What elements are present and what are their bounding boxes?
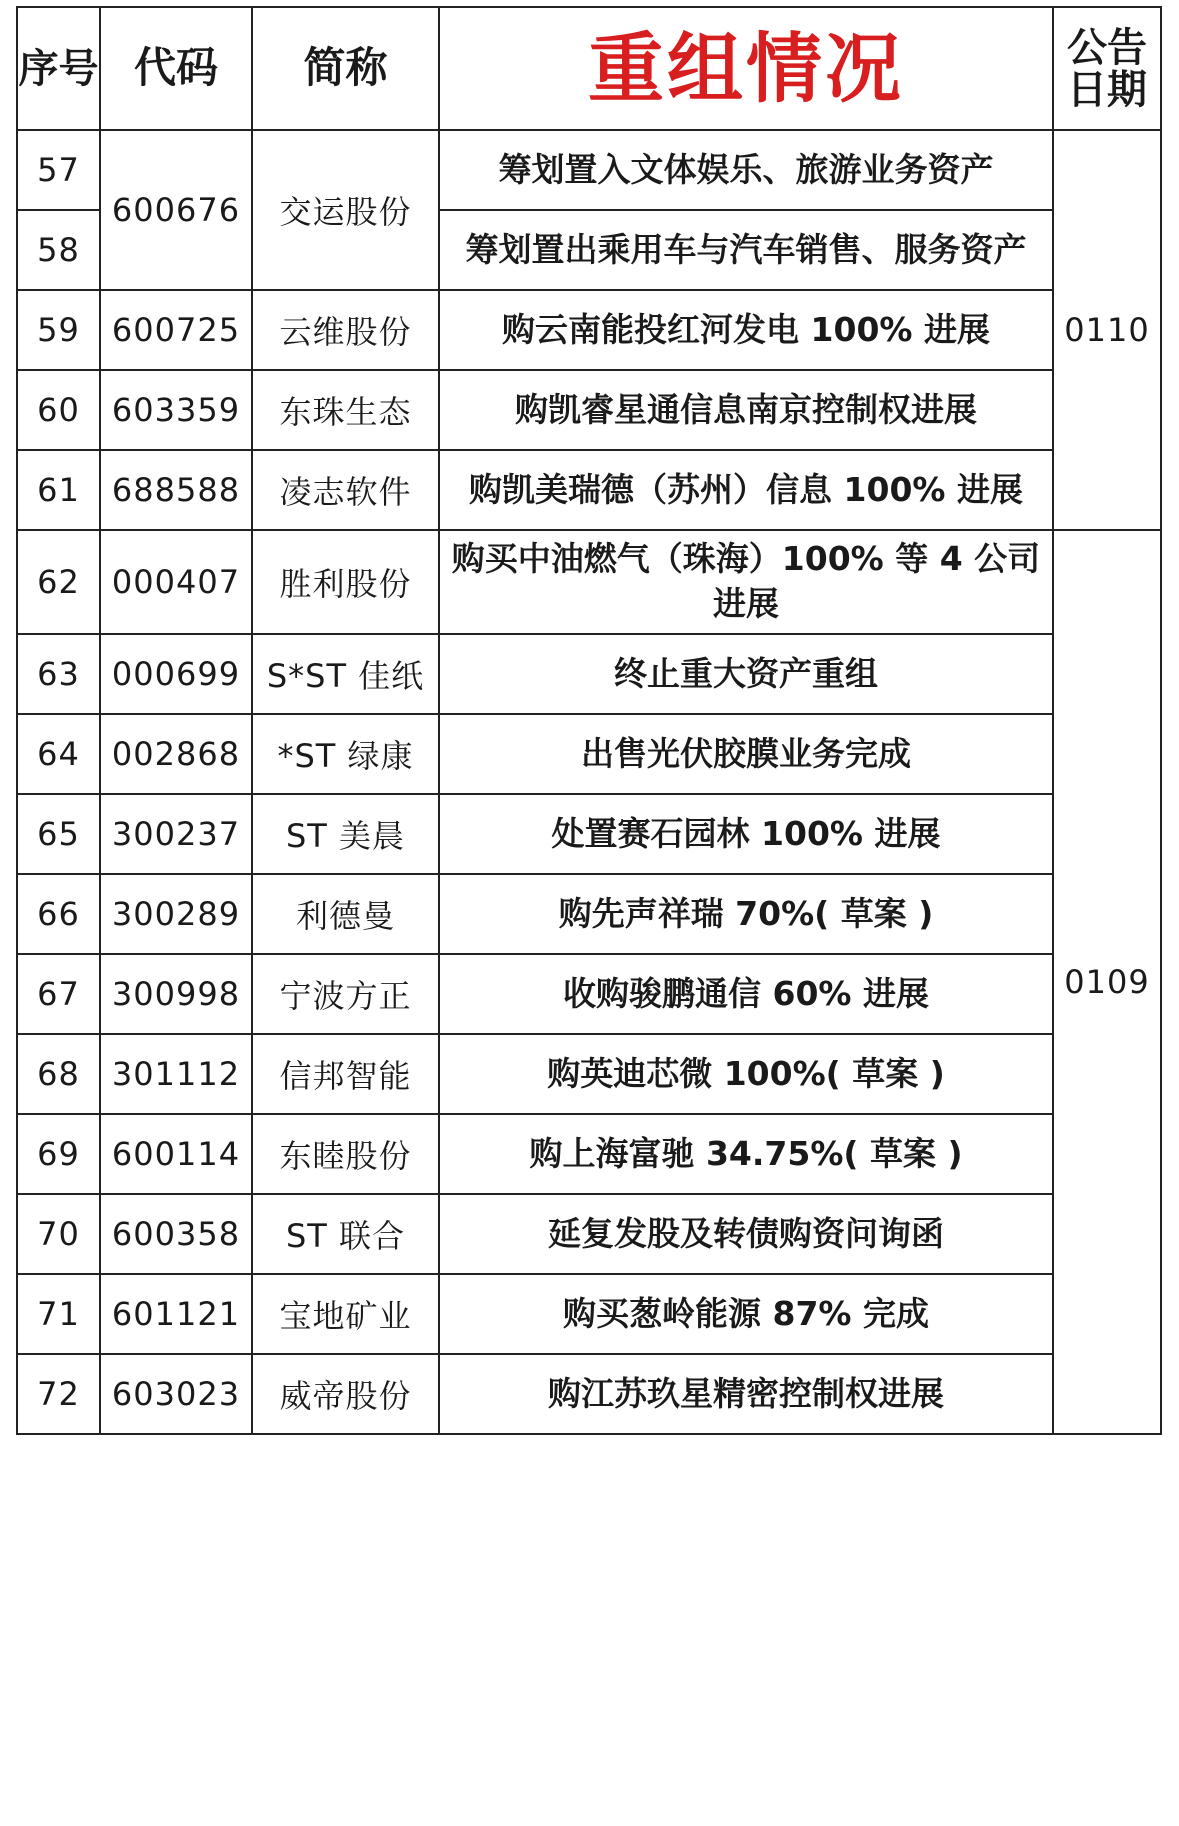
table-row [17, 530, 1161, 634]
row-name: 凌志软件 [252, 450, 439, 530]
row-code: 603023 [100, 1354, 252, 1434]
row-desc: 收购骏鹏通信 60% 进展 [439, 954, 1053, 1034]
row-seq: 59 [17, 290, 100, 370]
row-code: 301112 [100, 1034, 252, 1114]
row-name: 云维股份 [252, 290, 439, 370]
row-seq: 67 [17, 954, 100, 1034]
restructuring-table [16, 6, 1162, 1435]
header-code: 代码 [100, 7, 252, 130]
row-code: 603359 [100, 370, 252, 450]
header-seq: 序号 [17, 7, 100, 130]
row-desc: 购凯睿星通信息南京控制权进展 [439, 370, 1053, 450]
row-seq: 64 [17, 714, 100, 794]
row-seq: 66 [17, 874, 100, 954]
row-name: ST 美晨 [252, 794, 439, 874]
row-name: *ST 绿康 [252, 714, 439, 794]
row-desc: 筹划置入文体娱乐、旅游业务资产 [439, 130, 1053, 210]
row-desc: 购云南能投红河发电 100% 进展 [439, 290, 1053, 370]
row-name: 东睦股份 [252, 1114, 439, 1194]
row-desc: 处置赛石园林 100% 进展 [439, 794, 1053, 874]
row-code: 002868 [100, 714, 252, 794]
row-date: 0110 [1053, 130, 1161, 530]
row-desc: 购买葱岭能源 87% 完成 [439, 1274, 1053, 1354]
row-code: 688588 [100, 450, 252, 530]
row-seq: 65 [17, 794, 100, 874]
row-desc: 购先声祥瑞 70%( 草案 ) [439, 874, 1053, 954]
table-row [17, 1354, 1161, 1434]
table-row [17, 1114, 1161, 1194]
row-date: 0109 [1053, 530, 1161, 1434]
row-seq: 69 [17, 1114, 100, 1194]
row-name: ST 联合 [252, 1194, 439, 1274]
row-name: 交运股份 [252, 130, 439, 290]
row-seq: 60 [17, 370, 100, 450]
row-desc: 购上海富驰 34.75%( 草案 ) [439, 1114, 1053, 1194]
row-name: 东珠生态 [252, 370, 439, 450]
row-code: 600114 [100, 1114, 252, 1194]
row-name: S*ST 佳纸 [252, 634, 439, 714]
row-code: 000407 [100, 530, 252, 634]
header-date: 公告日期 [1053, 7, 1161, 130]
row-seq: 68 [17, 1034, 100, 1114]
table-row [17, 1274, 1161, 1354]
table-row [17, 130, 1161, 210]
table-row [17, 954, 1161, 1034]
table-row [17, 874, 1161, 954]
row-seq: 71 [17, 1274, 100, 1354]
table-row [17, 794, 1161, 874]
table-row [17, 450, 1161, 530]
row-code: 600725 [100, 290, 252, 370]
row-seq: 57 [17, 130, 100, 210]
row-desc: 购江苏玖星精密控制权进展 [439, 1354, 1053, 1434]
table-row [17, 290, 1161, 370]
row-seq: 62 [17, 530, 100, 634]
header-title: 重组情况 [439, 7, 1053, 130]
row-desc: 出售光伏胶膜业务完成 [439, 714, 1053, 794]
row-name: 宁波方正 [252, 954, 439, 1034]
row-code: 600676 [100, 130, 252, 290]
row-seq: 61 [17, 450, 100, 530]
row-code: 601121 [100, 1274, 252, 1354]
row-desc: 终止重大资产重组 [439, 634, 1053, 714]
row-name: 威帝股份 [252, 1354, 439, 1434]
table-row [17, 634, 1161, 714]
table-row [17, 1034, 1161, 1114]
row-desc: 购买中油燃气（珠海）100% 等 4 公司进展 [439, 530, 1053, 634]
row-code: 300237 [100, 794, 252, 874]
header-row [17, 7, 1161, 130]
row-code: 000699 [100, 634, 252, 714]
table-row [17, 370, 1161, 450]
row-desc: 延复发股及转债购资问询函 [439, 1194, 1053, 1274]
row-seq: 72 [17, 1354, 100, 1434]
row-code: 600358 [100, 1194, 252, 1274]
header-name: 简称 [252, 7, 439, 130]
row-desc: 购凯美瑞德（苏州）信息 100% 进展 [439, 450, 1053, 530]
row-code: 300289 [100, 874, 252, 954]
row-name: 宝地矿业 [252, 1274, 439, 1354]
row-code: 300998 [100, 954, 252, 1034]
row-seq: 70 [17, 1194, 100, 1274]
table-row [17, 714, 1161, 794]
row-desc: 筹划置出乘用车与汽车销售、服务资产 [439, 210, 1053, 290]
row-name: 胜利股份 [252, 530, 439, 634]
row-desc: 购英迪芯微 100%( 草案 ) [439, 1034, 1053, 1114]
row-name: 信邦智能 [252, 1034, 439, 1114]
row-seq: 58 [17, 210, 100, 290]
table-row [17, 1194, 1161, 1274]
row-seq: 63 [17, 634, 100, 714]
row-name: 利德曼 [252, 874, 439, 954]
